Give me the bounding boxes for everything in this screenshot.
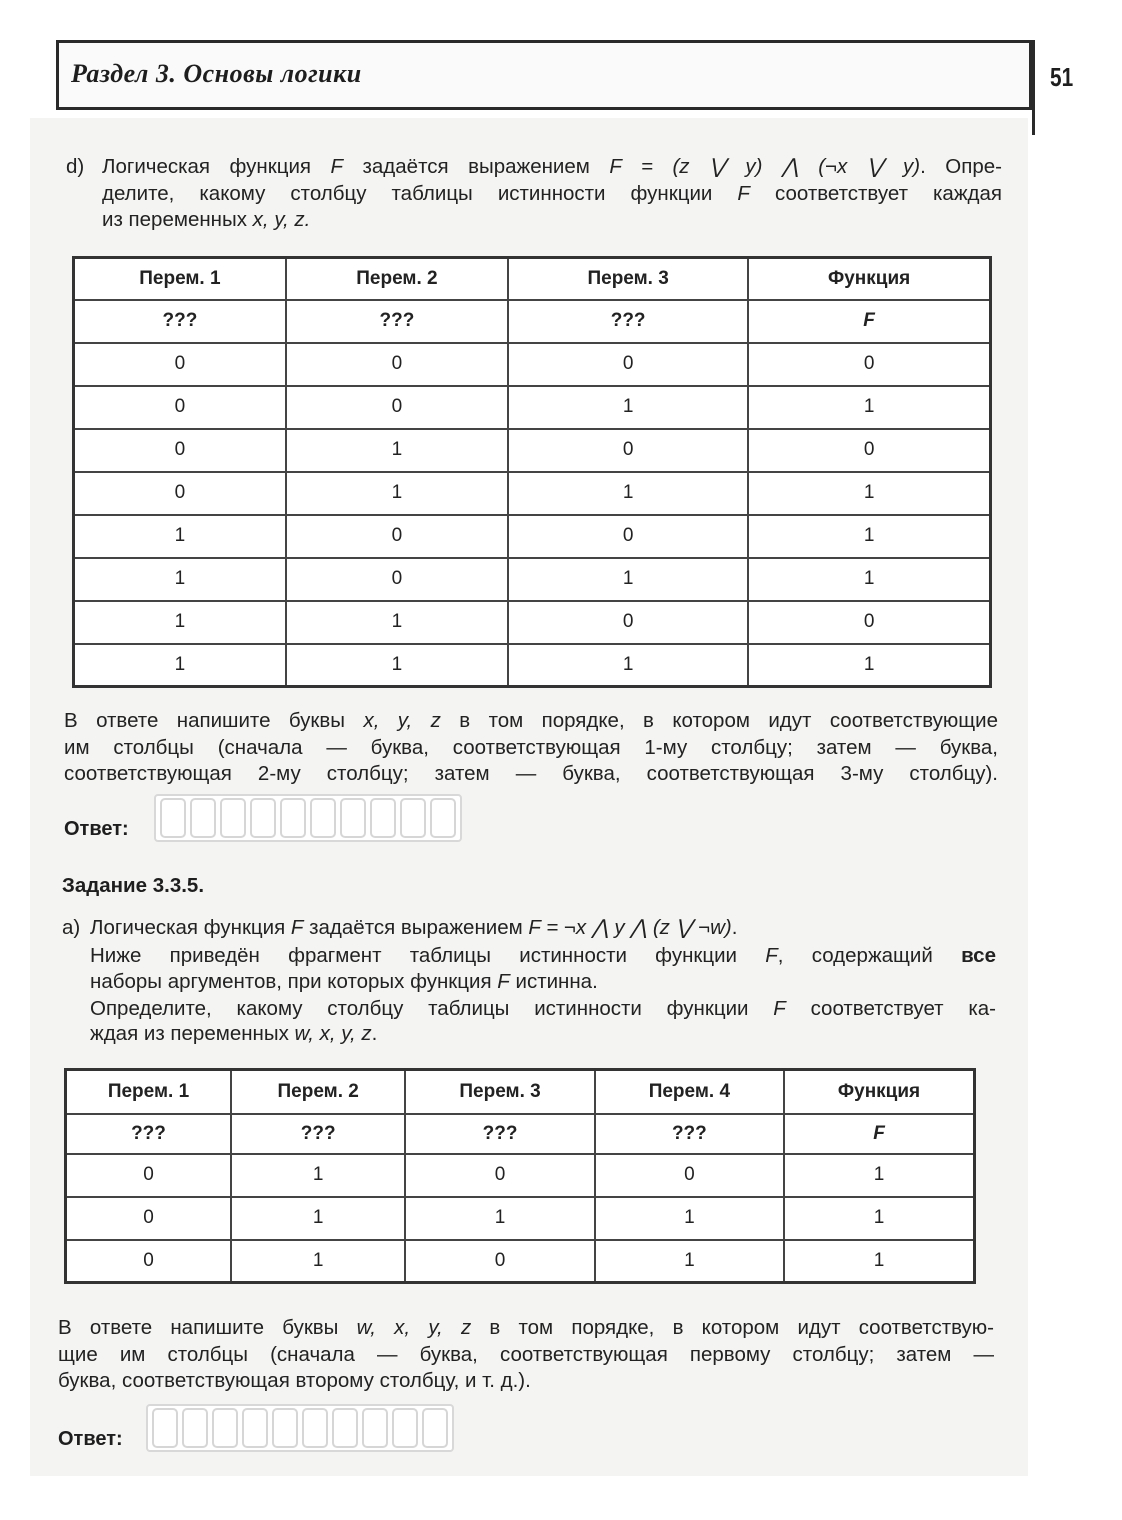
- table-cell: 1: [784, 1197, 974, 1240]
- table-row: [74, 429, 991, 472]
- column-header: Перем. 4: [595, 1070, 784, 1114]
- column-header: Перем. 2: [286, 258, 508, 300]
- table-cell: 1: [748, 644, 990, 687]
- table-cell: 1: [286, 644, 508, 687]
- column-header: Перем. 1: [74, 258, 286, 300]
- table-cell: 0: [286, 558, 508, 601]
- variable-placeholder: ???: [74, 300, 286, 343]
- variable-placeholder: ???: [231, 1114, 405, 1154]
- table-cell: 1: [784, 1154, 974, 1197]
- table-row: [74, 472, 991, 515]
- answer-label: Ответ:: [64, 818, 129, 840]
- table-header-row: [66, 1070, 975, 1114]
- table-cell: 0: [508, 429, 748, 472]
- table-row: [74, 343, 991, 386]
- truth-table-a: [64, 1068, 976, 1284]
- table-cell: 0: [748, 343, 990, 386]
- column-header: Функция: [748, 258, 990, 300]
- table-subheader-row: [74, 300, 991, 343]
- table-cell: 0: [74, 386, 286, 429]
- table-cell: 1: [748, 558, 990, 601]
- table-cell: 1: [74, 644, 286, 687]
- table-cell: 1: [748, 386, 990, 429]
- task-d-instruction-1: В ответе напишите буквы x, y, z в том порядке, в котором идут соответствующие: [64, 709, 998, 732]
- table-cell: 0: [748, 429, 990, 472]
- table-cell: 1: [748, 515, 990, 558]
- table-cell: 1: [286, 429, 508, 472]
- table-cell: 1: [74, 558, 286, 601]
- column-header: Функция: [784, 1070, 974, 1114]
- table-cell: 0: [405, 1240, 594, 1283]
- column-header: Перем. 1: [66, 1070, 231, 1114]
- task-a-line-3: наборы аргументов, при которых функция F истинна.: [90, 970, 598, 993]
- table-cell: 1: [286, 601, 508, 644]
- table-cell: 1: [508, 644, 748, 687]
- task-d-line-3: из переменных x, y, z.: [102, 208, 311, 231]
- table-cell: 1: [286, 472, 508, 515]
- answer-label: Ответ:: [58, 1428, 123, 1450]
- table-row: [74, 515, 991, 558]
- table-body: [66, 1154, 975, 1283]
- task-a-instruction-3: буква, соответствующая второму столбцу, и т. д.).: [58, 1369, 531, 1392]
- table-cell: 1: [748, 472, 990, 515]
- table-cell: 1: [508, 386, 748, 429]
- table-cell: 1: [784, 1240, 974, 1283]
- table-cell: 1: [595, 1197, 784, 1240]
- section-header: [56, 40, 1032, 110]
- function-label: F: [748, 300, 990, 343]
- task-a-line-1: Логическая функция F задаётся выражением F = ¬x ⋀ y ⋀ (z ⋁ ¬w).: [90, 916, 738, 939]
- variable-placeholder: ???: [508, 300, 748, 343]
- table-cell: 0: [66, 1240, 231, 1283]
- table-row: [74, 601, 991, 644]
- task-a-line-4: Определите, какому столбцу таблицы истинности функции F соответствует ка-: [90, 997, 996, 1020]
- answer-input-d[interactable]: [154, 794, 462, 842]
- table-cell: 1: [405, 1197, 594, 1240]
- variable-placeholder: ???: [66, 1114, 231, 1154]
- variable-placeholder: ???: [405, 1114, 594, 1154]
- table-cell: 0: [748, 601, 990, 644]
- table-body: [74, 343, 991, 687]
- table-cell: 1: [74, 601, 286, 644]
- table-cell: 0: [508, 515, 748, 558]
- task-d-instruction-3: соответствующая 2-му столбцу; затем — буква, соответствующая 3-му столбцу).: [64, 762, 998, 785]
- table-cell: 0: [66, 1197, 231, 1240]
- table-cell: 1: [74, 515, 286, 558]
- table-subheader-row: [66, 1114, 975, 1154]
- table-cell: 1: [231, 1154, 405, 1197]
- table-cell: 0: [74, 429, 286, 472]
- task-d-line-2: делите, какому столбцу таблицы истинности функции F соответствует каждая: [102, 182, 1003, 205]
- table-row: [66, 1154, 975, 1197]
- table-cell: 0: [74, 343, 286, 386]
- function-label: F: [784, 1114, 974, 1154]
- table-row: [74, 644, 991, 687]
- column-header: Перем. 3: [508, 258, 748, 300]
- task-a-instruction-2: щие им столбцы (сначала — буква, соответствующая первому столбцу; затем —: [58, 1343, 994, 1366]
- table-row: [74, 558, 991, 601]
- table-row: [66, 1197, 975, 1240]
- table-cell: 1: [231, 1197, 405, 1240]
- column-header: Перем. 2: [231, 1070, 405, 1114]
- table-cell: 0: [66, 1154, 231, 1197]
- task-title: Задание 3.3.5.: [62, 874, 205, 897]
- table-row: [66, 1240, 975, 1283]
- table-header-row: [74, 258, 991, 300]
- task-a-instruction-1: В ответе напишите буквы w, x, y, z в том порядке, в котором идут соответствую-: [58, 1316, 994, 1339]
- page-number: 51: [1050, 62, 1074, 92]
- table-row: [74, 386, 991, 429]
- table-cell: 0: [508, 601, 748, 644]
- variable-placeholder: ???: [595, 1114, 784, 1154]
- table-cell: 0: [508, 343, 748, 386]
- table-cell: 0: [405, 1154, 594, 1197]
- task-d-marker: d): [66, 155, 85, 178]
- formula-a: F = ¬x ⋀ y ⋀ (z ⋁ ¬w): [528, 916, 732, 939]
- table-cell: 1: [231, 1240, 405, 1283]
- task-a-marker: а): [62, 916, 81, 939]
- truth-table-d: [72, 256, 992, 688]
- table-cell: 1: [508, 472, 748, 515]
- table-cell: 0: [286, 343, 508, 386]
- formula-d: F = (z ⋁ y) ⋀ (¬x ⋁ y): [609, 155, 921, 178]
- answer-input-a[interactable]: [146, 1404, 454, 1452]
- task-d-instruction-2: им столбцы (сначала — буква, соответствующая 1-му столбцу; затем — буква,: [64, 736, 998, 759]
- section-title: Раздел 3. Основы логики: [71, 59, 362, 88]
- variable-placeholder: ???: [286, 300, 508, 343]
- table-cell: 1: [595, 1240, 784, 1283]
- table-cell: 0: [286, 386, 508, 429]
- task-a-line-5: ждая из переменных w, x, y, z.: [90, 1022, 378, 1045]
- table-cell: 1: [508, 558, 748, 601]
- table-cell: 0: [595, 1154, 784, 1197]
- task-a-line-2: Ниже приведён фрагмент таблицы истинности функции F, содержащий все: [90, 944, 996, 967]
- task-d-line-1: Логическая функция F задаётся выражением F = (z ⋁ y) ⋀ (¬x ⋁ y). Опре-: [102, 155, 1002, 178]
- column-header: Перем. 3: [405, 1070, 594, 1114]
- table-cell: 0: [74, 472, 286, 515]
- table-cell: 0: [286, 515, 508, 558]
- header-rule: [1032, 40, 1035, 135]
